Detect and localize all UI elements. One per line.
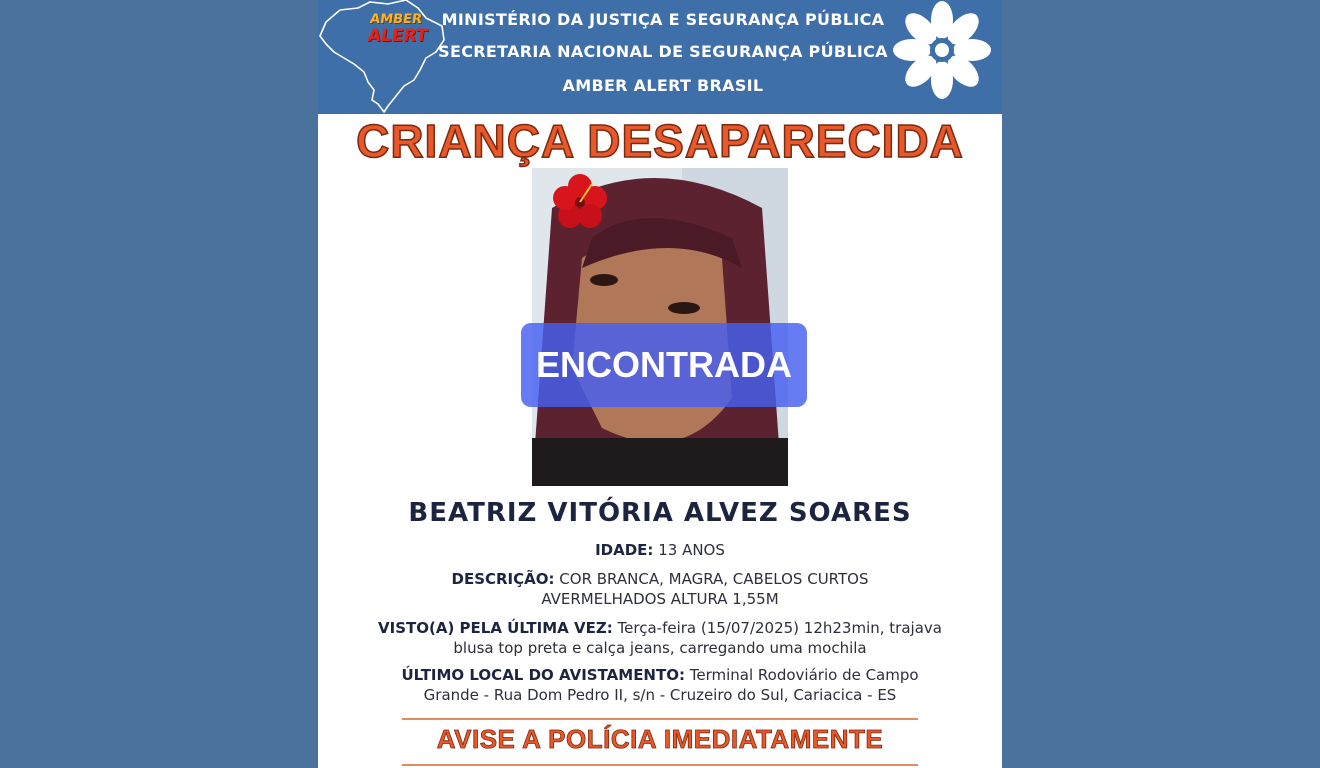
- last-seen-value-1: Terça-feira (15/07/2025) 12h23min, trajava: [617, 619, 942, 637]
- location-row: [358, 665, 962, 705]
- description-value-2: AVERMELHADOS ALTURA 1,55M: [541, 590, 779, 608]
- location-label: ÚLTIMO LOCAL DO AVISTAMENTO:: [401, 666, 685, 684]
- cta-divider-top: [402, 718, 918, 720]
- last-seen-label: VISTO(A) PELA ÚLTIMA VEZ:: [378, 619, 613, 637]
- age-label: IDADE:: [595, 541, 654, 559]
- header-secretariat: SECRETARIA NACIONAL DE SEGURANÇA PÚBLICA: [438, 42, 888, 61]
- header-program: AMBER ALERT BRASIL: [562, 76, 764, 95]
- logo-word-amber: AMBER: [368, 12, 423, 27]
- age-value: 13 ANOS: [658, 541, 725, 559]
- last-seen-row: [358, 618, 962, 658]
- location-value-2: Grande - Rua Dom Pedro II, s/n - Cruzeiro do Sul, Cariacica - ES: [423, 686, 897, 704]
- call-to-action: AVISE A POLÍCIA IMEDIATAMENTE: [436, 724, 884, 754]
- poster-title: CRIANÇA DESAPARECIDA: [356, 115, 964, 167]
- found-status-badge: ENCONTRADA: [521, 323, 807, 407]
- description-row: [358, 569, 962, 609]
- missing-child-poster: [318, 0, 1002, 768]
- header-ministry: MINISTÉRIO DA JUSTIÇA E SEGURANÇA PÚBLICA: [441, 10, 885, 29]
- age-row: [358, 540, 962, 560]
- last-seen-value-2: blusa top preta e calça jeans, carregando uma mochila: [453, 639, 867, 657]
- description-value-1: COR BRANCA, MAGRA, CABELOS CURTOS: [559, 570, 869, 588]
- flower-emblem-icon: [888, 0, 994, 104]
- logo-word-alert: ALERT: [366, 26, 429, 46]
- description-label: DESCRIÇÃO:: [451, 570, 555, 588]
- location-value-1: Terminal Rodoviário de Campo: [689, 666, 919, 684]
- child-name: BEATRIZ VITÓRIA ALVEZ SOARES: [408, 498, 912, 528]
- poster-header: [318, 0, 1002, 114]
- cta-divider-bottom: [402, 764, 918, 766]
